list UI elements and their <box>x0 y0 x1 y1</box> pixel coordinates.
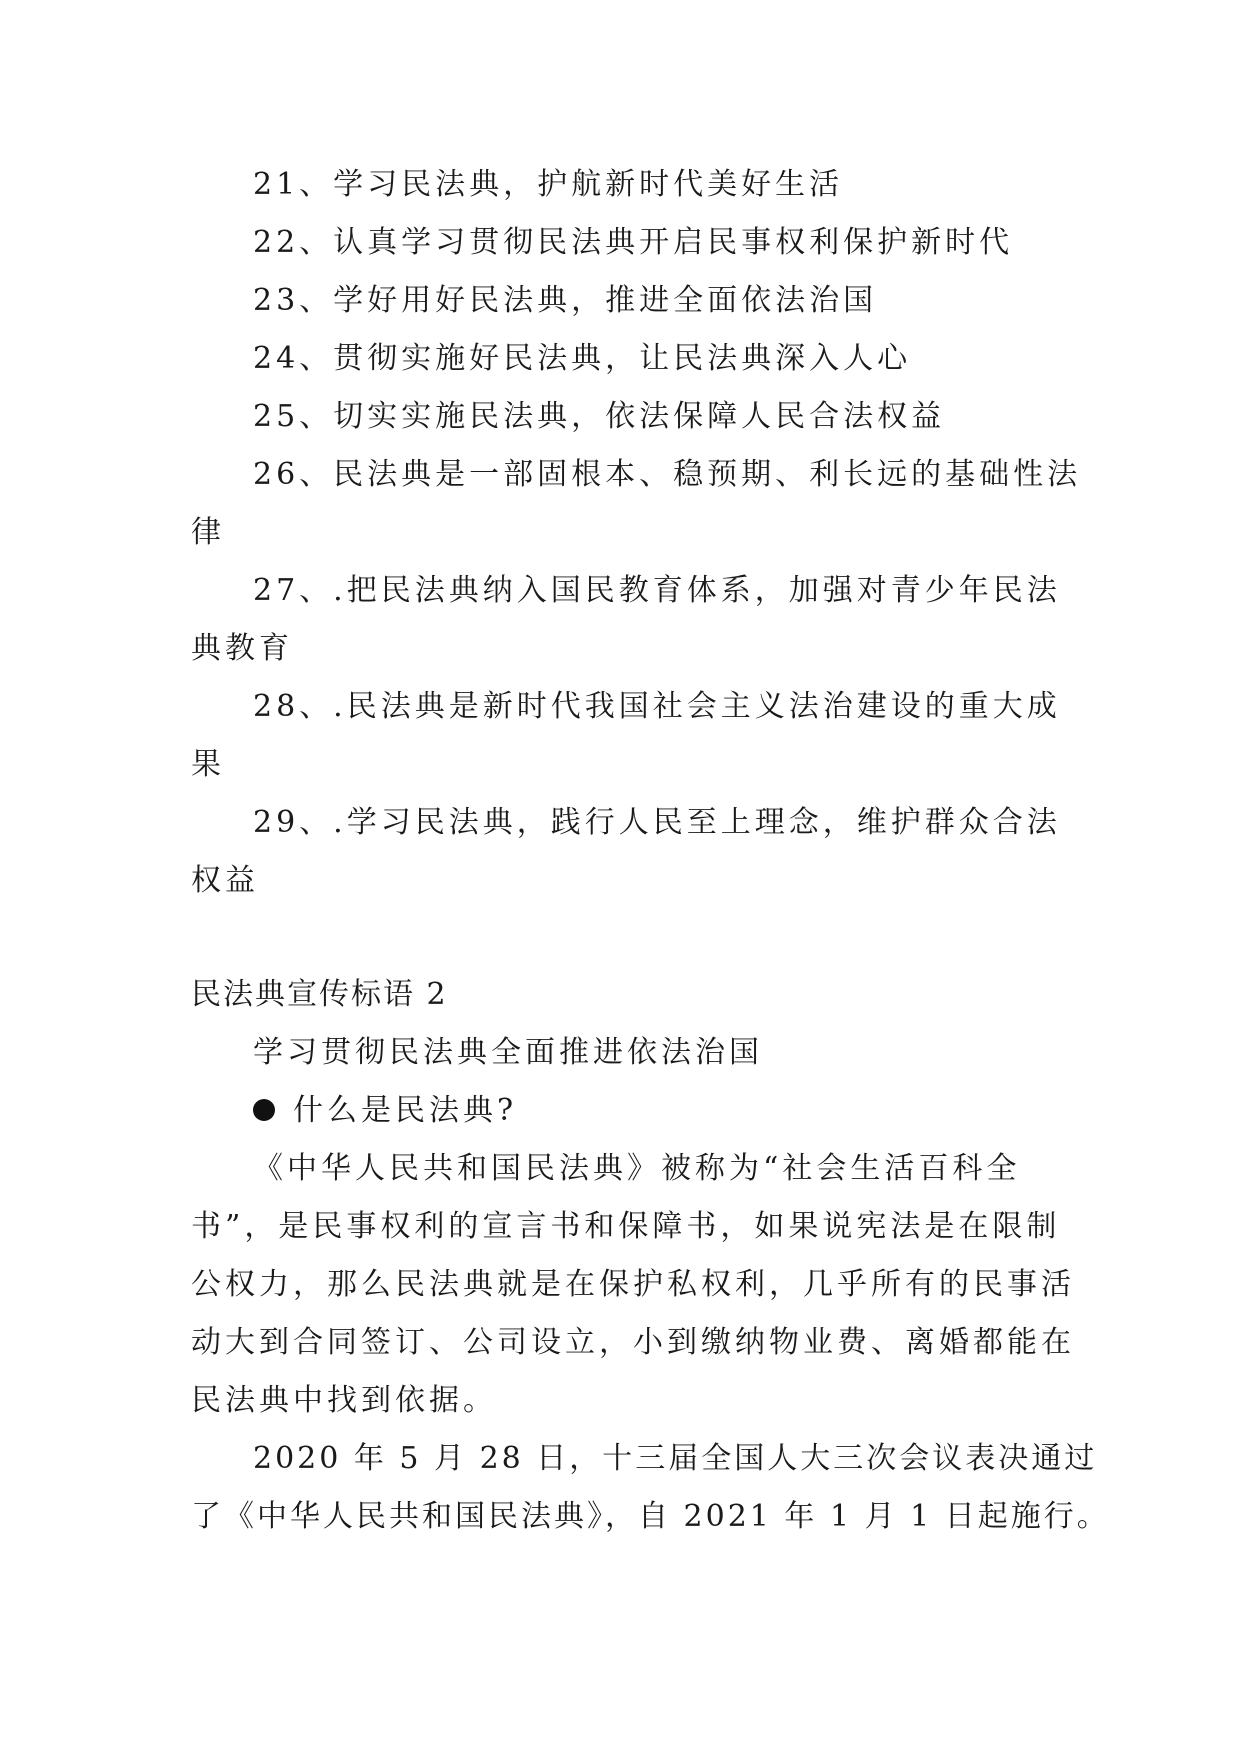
subtitle: 学习贯彻民法典全面推进依法治国 <box>253 1035 763 1070</box>
slogan-27-continued: 典教育 <box>191 631 293 666</box>
paragraph1-line3: 公权力，那么民法典就是在保护私权利，几乎所有的民事活 <box>191 1267 1075 1302</box>
paragraph1-line4: 动大到合同签订、公司设立，小到缴纳物业费、离婚都能在 <box>191 1325 1075 1360</box>
bullet-item <box>253 1091 517 1131</box>
slogan-25: 25、切实实施民法典，依法保障人民合法权益 <box>253 399 946 434</box>
slogan-26-continued: 律 <box>191 515 225 550</box>
slogan-21: 21、学习民法典，护航新时代美好生活 <box>253 167 844 202</box>
bullet-question: 什么是民法典? <box>293 1093 518 1128</box>
slogan-28: 28、.民法典是新时代我国社会主义法治建设的重大成 <box>253 689 1061 724</box>
bullet-icon <box>253 1099 275 1121</box>
slogan-29-continued: 权益 <box>191 863 259 898</box>
slogan-23: 23、学好用好民法典，推进全面依法治国 <box>253 283 878 318</box>
paragraph2-line1: 2020 年 5 月 28 日，十三届全国人大三次会议表决通过 <box>253 1441 1098 1476</box>
paragraph2-line2: 了《中华人民共和国民法典》，自 2021 年 1 月 1 日起施行。 <box>191 1499 1110 1534</box>
slogan-24: 24、贯彻实施好民法典，让民法典深入人心 <box>253 341 912 376</box>
slogan-28-continued: 果 <box>191 747 225 782</box>
slogan-26: 26、民法典是一部固根本、稳预期、利长远的基础性法 <box>253 457 1082 492</box>
paragraph1-line5: 民法典中找到依据。 <box>191 1383 497 1418</box>
paragraph1-line2: 书”，是民事权利的宣言书和保障书，如果说宪法是在限制 <box>191 1209 1061 1244</box>
slogan-29: 29、.学习民法典，践行人民至上理念，维护群众合法 <box>253 805 1061 840</box>
paragraph1-line1: 《中华人民共和国民法典》被称为“社会生活百科全 <box>253 1151 1021 1186</box>
slogan-27: 27、.把民法典纳入国民教育体系，加强对青少年民法 <box>253 573 1061 608</box>
section-heading: 民法典宣传标语 2 <box>191 977 448 1012</box>
slogan-22: 22、认真学习贯彻民法典开启民事权利保护新时代 <box>253 225 1014 260</box>
